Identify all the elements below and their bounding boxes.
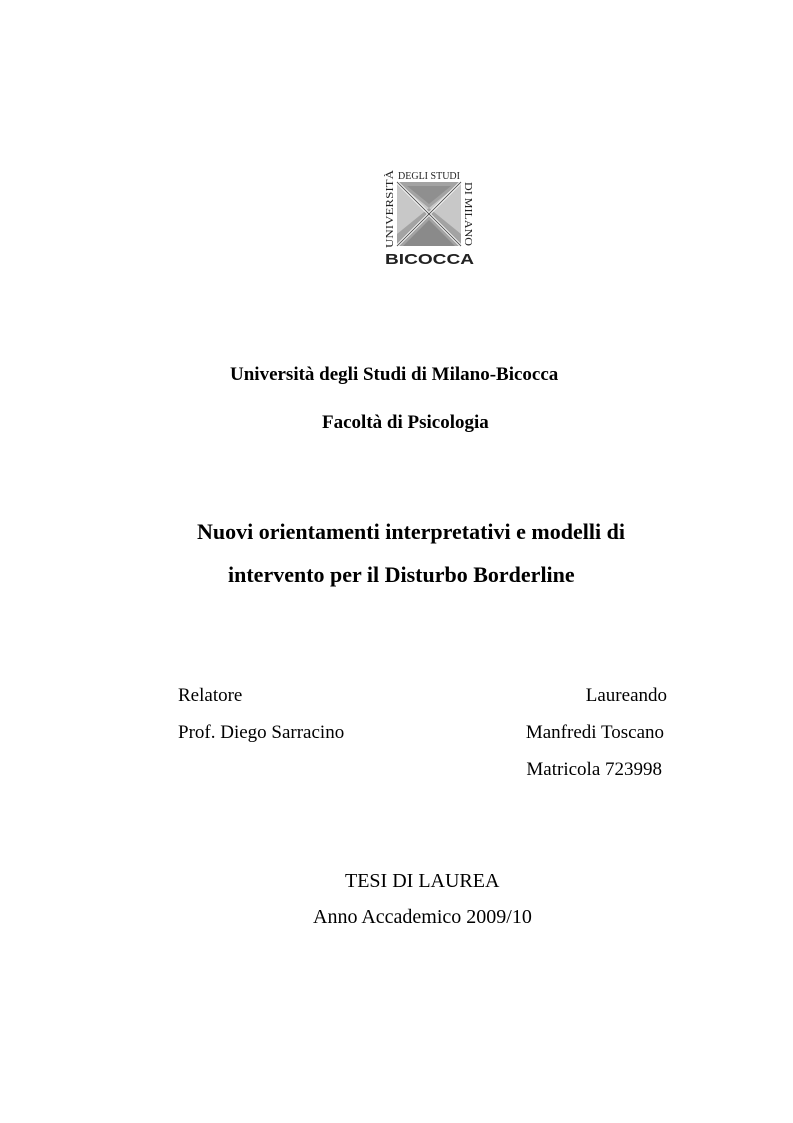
thesis-title-line1: Nuovi orientamenti interpretativi e modelli di	[197, 519, 625, 544]
university-logo	[383, 168, 476, 266]
supervisor-name: Prof. Diego Sarracino	[178, 722, 345, 743]
logo-bottom-text: BICOCCA	[385, 251, 475, 266]
thesis-title-line2: intervento per il Disturbo Borderline	[228, 562, 575, 587]
candidate-matricola: Matricola 723998	[526, 759, 662, 780]
bicocca-logo-icon	[383, 168, 476, 266]
faculty-name: Facoltà di Psicologia	[322, 412, 489, 433]
logo-right-text: DI MILANO	[462, 182, 473, 236]
logo-top-text: DEGLI STUDI	[398, 170, 461, 182]
supervisor-label: Relatore	[178, 685, 243, 706]
logo-left-text: UNIVERSITÀ	[385, 188, 396, 248]
thesis-type: TESI DI LAUREA	[345, 870, 500, 892]
candidate-label: Laureando	[585, 685, 667, 706]
academic-year: Anno Accademico 2009/10	[313, 906, 532, 928]
university-name: Università degli Studi di Milano-Bicocca	[230, 364, 559, 385]
candidate-name: Manfredi Toscano	[525, 722, 664, 743]
